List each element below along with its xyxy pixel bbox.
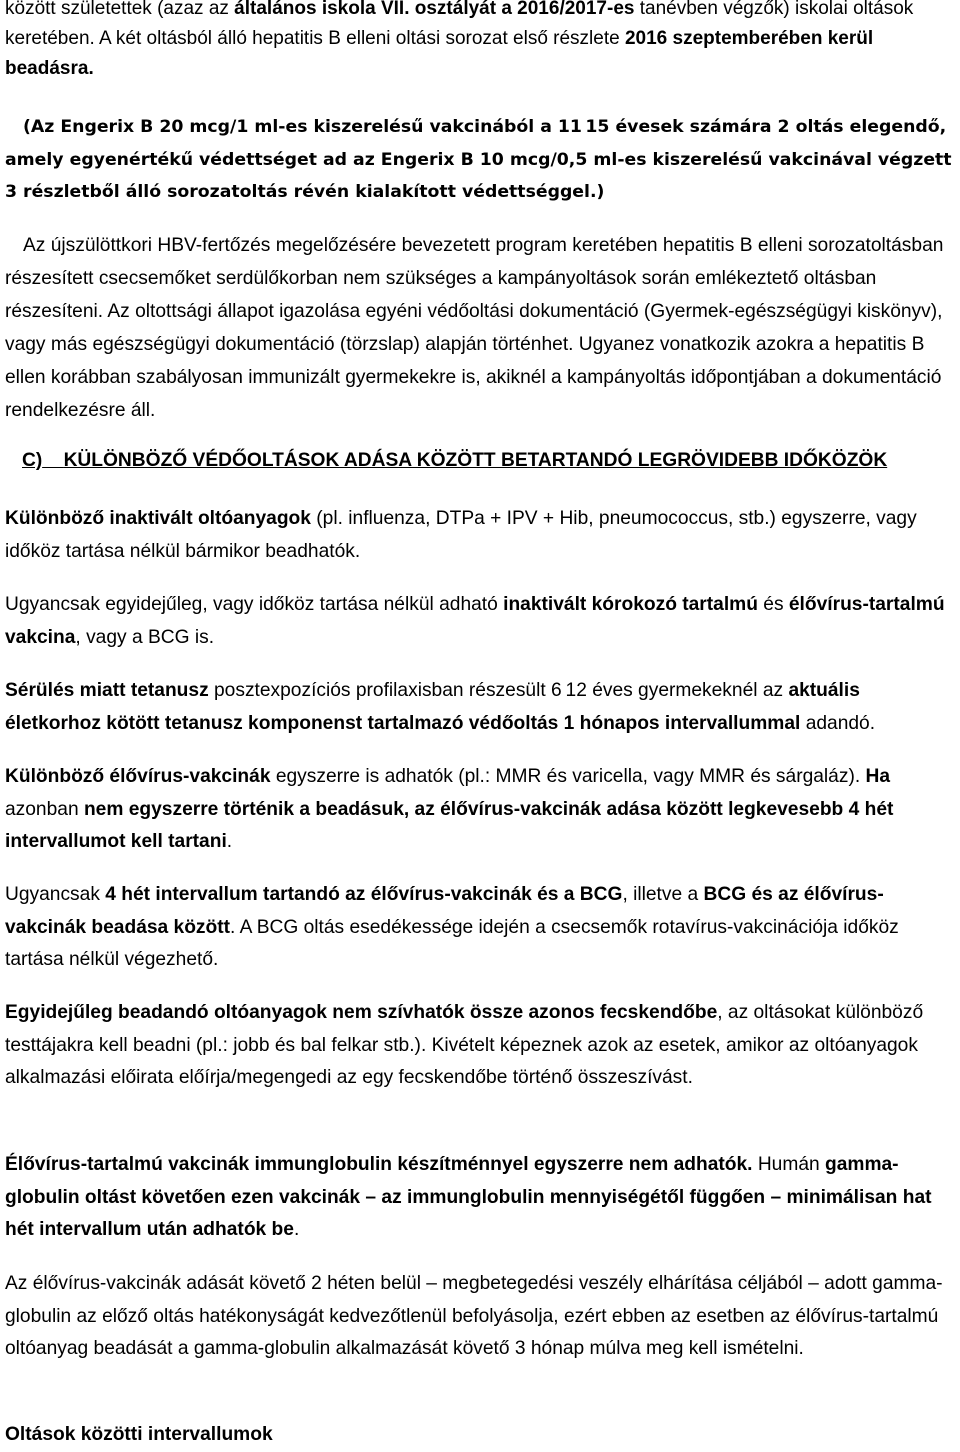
text-span: . xyxy=(226,831,233,852)
paragraph-hbv-newborn: Az újszülöttkori HBV-fertőzés megelőzésére bevezetett program keretében hepatitis B elleni sorozatoltásban részesített csecsemőket serdülőkorban nem szükséges a kampányoltások során emlékeztető oltásban részesíteni. Az oltottsági állapot igazolása egyéni védőoltási dokumentáció (Gyermek-egészségügyi kiskönyv), vagy más egészségügyi dokumentáció (törzslap) alapján történhet. Ugyanez vonatkozik azokra a hepatitis B ellen korábban szabályosan immunizált gyermekekre is, akiknél a kampányoltás időpontjában a dokumentáció rendelkezésre áll. xyxy=(5,235,944,421)
bold-span: inaktivált kórokozó tartalmú xyxy=(503,594,758,615)
text-span: Humán xyxy=(752,1154,825,1175)
text-span: Ugyancsak egyidejűleg, vagy időköz tartása nélkül adható xyxy=(5,594,504,615)
bold-span: gamma-globulin oltást követően ezen vakcinák – az immunglobulin mennyiségétől függően – minimálisan hat hét intervallum után adhatók be xyxy=(5,1154,932,1240)
paragraph-immunoglobulin xyxy=(5,1149,956,1247)
paragraph-engerix-note: (Az Engerix B 20 mcg/1 ml-es kiszerelésű vakcinából a 11 15 évesek számára 2 oltás elegendő, amely egyenértékű védettséget ad az Engerix B 10 mcg/0,5 ml-es kiszerelésű vakcinával végzett 3 részletből álló sorozatoltás révén kialakított védettséggel.) xyxy=(5,117,952,202)
bold-span: Különböző élővírus-vakcinák xyxy=(5,766,271,787)
bold-span: Különböző inaktivált oltóanyagok xyxy=(5,508,311,529)
section-title: KÜLÖNBÖZŐ VÉDŐOLTÁSOK ADÁSA KÖZÖTT BETARTANDÓ LEGRÖVIDEBB IDŐKÖZÖK xyxy=(63,450,888,471)
text-span: között születettek (azaz az xyxy=(5,0,235,19)
text-span: (pl. influenza, DTPa + IPV + Hib, pneumococcus, stb.) egyszerre, vagy időköz tartása nélkül bármikor beadhatók. xyxy=(5,508,917,562)
bold-span: Egyidejűleg beadandó oltóanyagok nem szívhatók össze azonos fecskendőbe xyxy=(5,1002,718,1023)
bold-span: 4 hét intervallum tartandó az élővírus-vakcinák és a BCG xyxy=(105,884,623,905)
text-span: , illetve a xyxy=(622,884,704,905)
paragraph-tetanus xyxy=(5,675,956,740)
bold-span: aktuális életkorhoz kötött tetanusz komponenst tartalmazó védőoltás 1 hónapos intervallummal xyxy=(5,680,860,734)
bold-span: BCG és az élővírus-vakcinák beadása között xyxy=(5,884,884,938)
bold-span: Élővírus-tartalmú vakcinák immunglobulin készítménnyel egyszerre nem adhatók. xyxy=(5,1154,753,1175)
paragraph-gamma-globulin: Az élővírus-vakcinák adását követő 2 héten belül – megbetegedési veszély elhárítása céljából – adott gamma-globulin az előző oltás hatékonyságát kedvezőtlenül befolyásolja, ezért ebben az esetben az élővírus-tartalmú oltóanyag beadását a gamma-globulin alkalmazását követő 3 hónap múlva meg kell ismételni. xyxy=(5,1273,943,1359)
paragraph-intro xyxy=(5,0,956,84)
text-span: . A BCG oltás esedékessége idején a csecsemők rotavírus-vakcinációja időköz tartása nélkül végezhető. xyxy=(5,916,899,970)
paragraph-live-vaccines xyxy=(5,761,956,859)
heading-intervals xyxy=(5,1419,956,1452)
bold-span: élővírus-tartalmú vakcina xyxy=(5,594,945,648)
bold-span: Sérülés miatt tetanusz xyxy=(5,680,209,701)
bold-span: 2016 szeptemberében kerül beadásra. xyxy=(5,28,874,79)
paragraph-inactivated xyxy=(5,503,956,568)
section-heading-c xyxy=(22,450,956,472)
text-span: . xyxy=(293,1219,300,1240)
text-span: posztexpozíciós profilaxisban részesült 6 12 éves gyermekeknél az xyxy=(208,680,789,701)
text-span: egyszerre is adhatók (pl.: MMR és varicella, vagy MMR és sárgaláz). xyxy=(270,766,866,787)
text-span: , az oltásokat különböző testtájakra kell beadni (pl.: jobb és bal felkar stb.). Kivételt képeznek azok az esetek, amikor az oltóanyagok alkalmazási előirata előírja/megengedi az egy fecskendőbe történő összeszívást. xyxy=(5,1002,924,1088)
text-span: azonban xyxy=(5,798,84,820)
text-span: tanévben végzők) iskolai oltások keretében. A két oltásból álló hepatitis B elleni oltási sorozat első részlete xyxy=(5,0,914,49)
bold-span: Oltások közötti intervallumok xyxy=(5,1424,273,1445)
bold-span: Ha xyxy=(865,766,891,787)
section-letter: C) xyxy=(22,450,43,471)
bold-span: nem egyszerre történik a beadásuk, az élővírus-vakcinák adása között legkevesebb 4 hét intervallumot kell tartani xyxy=(5,798,894,852)
paragraph-simultaneous xyxy=(5,589,956,654)
paragraph-syringe xyxy=(5,997,956,1095)
text-span: Ugyancsak xyxy=(5,884,106,905)
text-span: adandó. xyxy=(800,712,876,734)
bold-span: általános iskola VII. osztályát a 2016/2017-es xyxy=(234,0,635,19)
text-span: és xyxy=(757,594,789,615)
paragraph-bcg xyxy=(5,879,956,977)
text-span: , vagy a BCG is. xyxy=(75,626,215,648)
